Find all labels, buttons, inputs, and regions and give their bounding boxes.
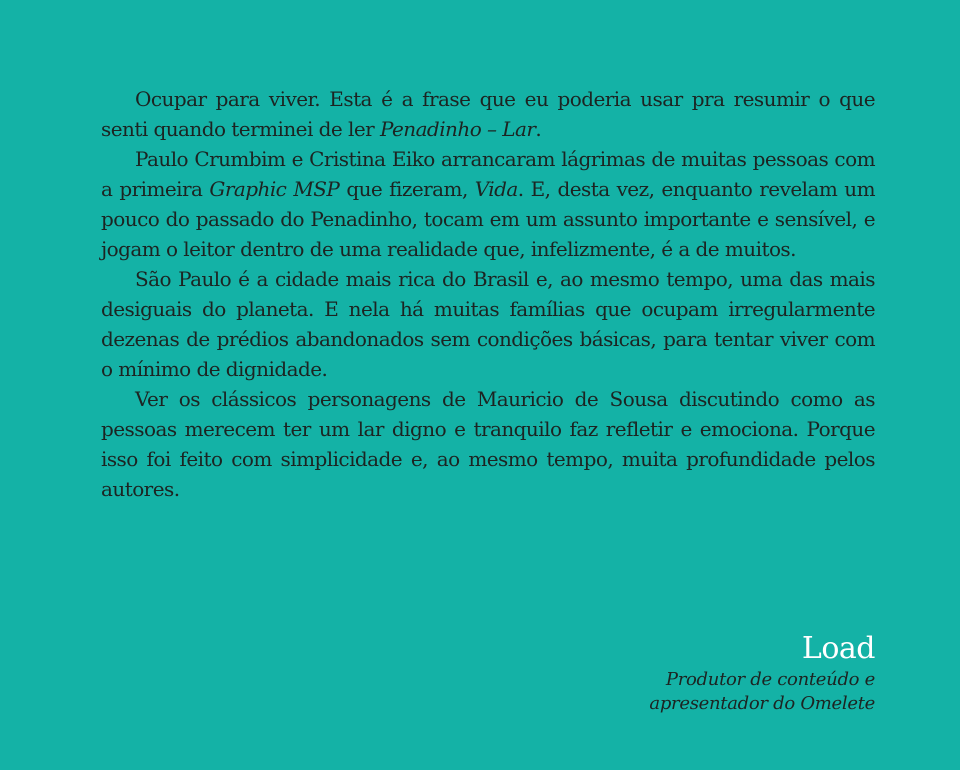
signature-role-line-1: Produtor de conteúdo e (665, 669, 875, 690)
signature-role-line-2: apresentador do Omelete (649, 693, 875, 714)
paragraph-3: São Paulo é a cidade mais rica do Brasil e, ao mesmo tempo, uma das mais desiguais do planeta. E nela há muitas famílias que ocupam irregularmente dezenas de prédios abandonados sem condições básicas, para tentar viver com o mínimo de dignidade. (101, 267, 875, 381)
signature (649, 630, 875, 716)
paragraph-2: Paulo Crumbim e Cristina Eiko arrancaram lágrimas de muitas pessoas com a primeira Graphic MSP que fizeram, Vida. E, desta vez, enquanto revelam um pouco do passado do Penadinho, tocam em um assunto importante e sensível, e jogam o leitor dentro de uma realidade que, infelizmente, é a de muitos. (101, 147, 875, 261)
signature-name: Load (801, 631, 875, 666)
review-text (101, 84, 875, 504)
paragraph-1: Ocupar para viver. Esta é a frase que eu poderia usar pra resumir o que senti quando terminei de ler Penadinho – Lar. (101, 87, 875, 141)
paragraph-4: Ver os clássicos personagens de Mauricio de Sousa discutindo como as pessoas merecem ter um lar digno e tranquilo faz refletir e emociona. Porque isso foi feito com simplicidade e, ao mesmo tempo, muita profundidade pelos autores. (101, 387, 875, 501)
